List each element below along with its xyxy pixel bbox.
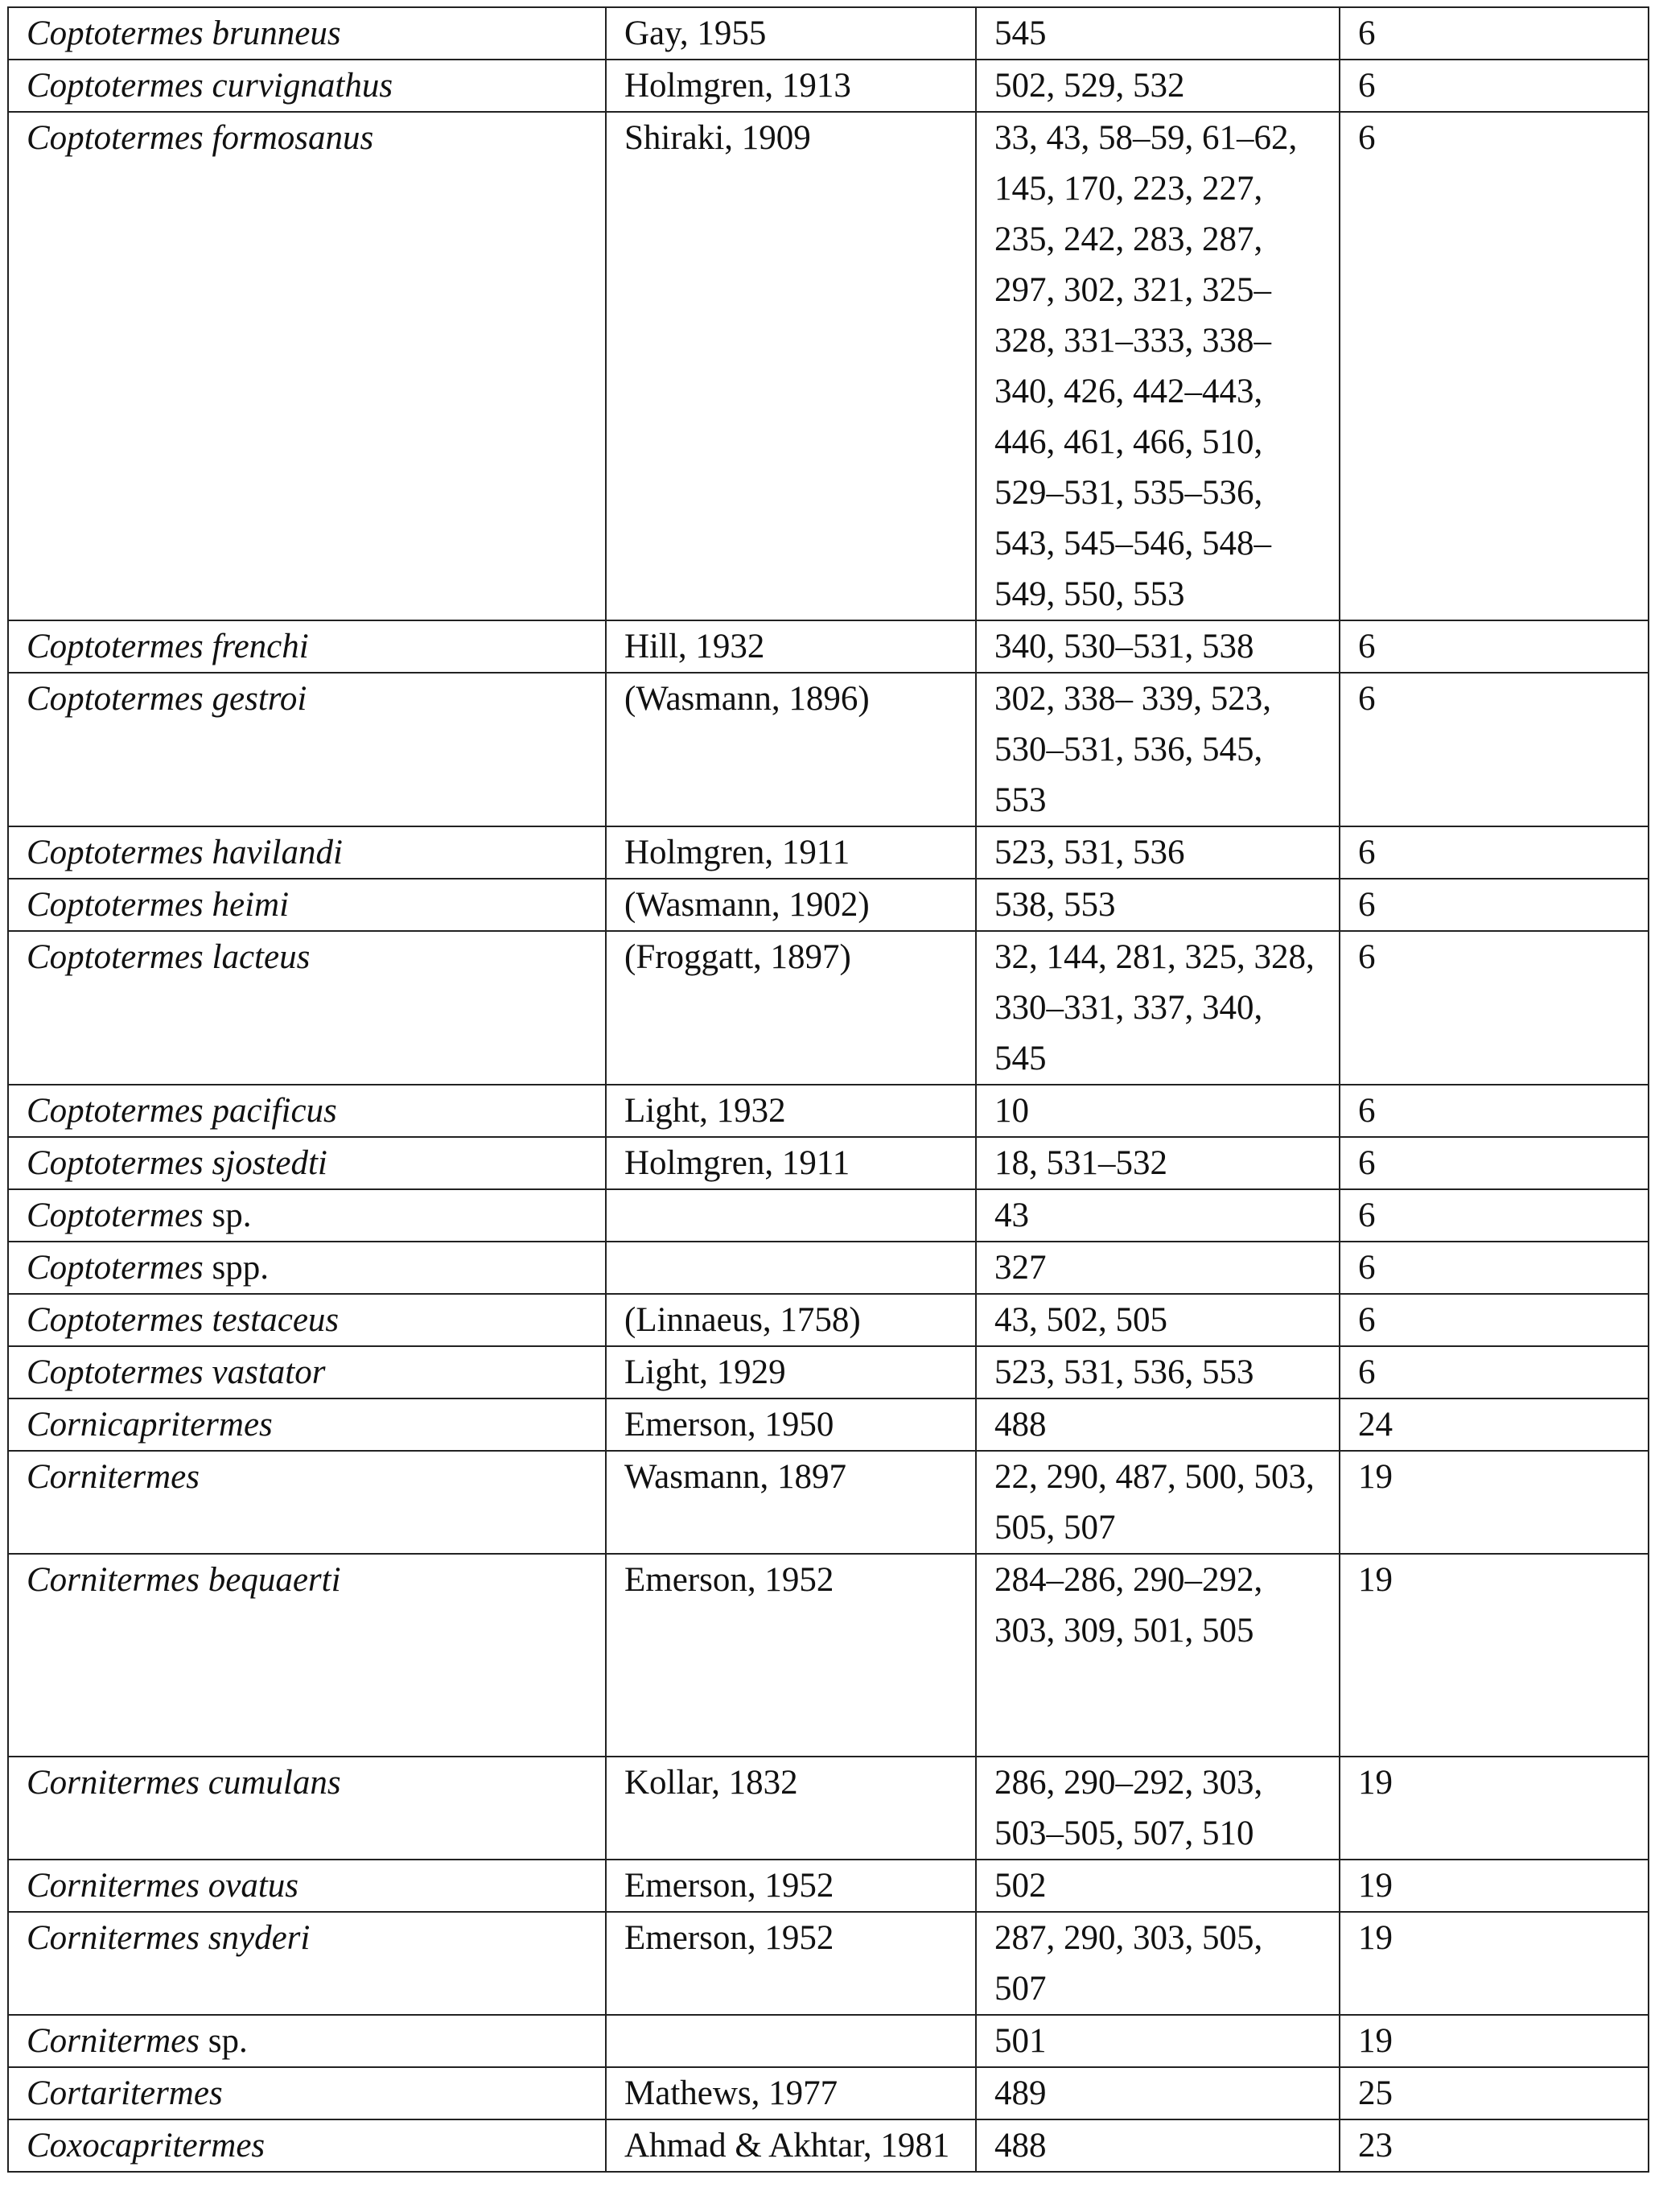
taxon-name-cell — [8, 673, 606, 826]
taxon-name-cell — [8, 1912, 606, 2015]
taxon-name-cell — [8, 112, 606, 620]
taxon-name-cell — [8, 2015, 606, 2067]
pages-cell: 340, 530–531, 538 — [976, 620, 1340, 673]
author-cell: Ahmad & Akhtar, 1981 — [606, 2119, 976, 2172]
author-cell: (Wasmann, 1902) — [606, 879, 976, 931]
table-row — [8, 60, 1649, 112]
taxon-name: Coptotermes — [27, 1249, 204, 1287]
reference-cell: 6 — [1340, 1085, 1649, 1137]
table-row — [8, 879, 1649, 931]
taxon-name-cell — [8, 1451, 606, 1554]
taxon-name: Coptotermes pacificus — [27, 1092, 337, 1130]
pages-cell: 488 — [976, 2119, 1340, 2172]
pages-cell: 489 — [976, 2067, 1340, 2119]
author-cell: Holmgren, 1913 — [606, 60, 976, 112]
pages-cell: 18, 531–532 — [976, 1137, 1340, 1189]
taxon-name: Cornitermes — [27, 1458, 200, 1496]
table-row — [8, 1346, 1649, 1398]
pages-cell: 284–286, 290–292, 303, 309, 501, 505 — [976, 1554, 1340, 1757]
pages-cell: 523, 531, 536, 553 — [976, 1346, 1340, 1398]
author-cell: Emerson, 1952 — [606, 1860, 976, 1912]
pages-cell: 33, 43, 58–59, 61–62, 145, 170, 223, 227, 235, 242, 283, 287, 297, 302, 321, 325–328, 331–333, 338–340, 426, 442–443, 446, 461, 466, 510, 529–531, 535–536, 543, 545–546, 548–549, 550, 553 — [976, 112, 1340, 620]
reference-cell: 6 — [1340, 1189, 1649, 1242]
table-row — [8, 826, 1649, 879]
table-row — [8, 1860, 1649, 1912]
taxon-name: Cornitermes — [27, 2022, 200, 2060]
pages-cell: 327 — [976, 1242, 1340, 1294]
taxon-name: Coptotermes heimi — [27, 886, 290, 924]
reference-cell: 6 — [1340, 620, 1649, 673]
reference-cell: 25 — [1340, 2067, 1649, 2119]
table-row — [8, 1912, 1649, 2015]
author-cell: Kollar, 1832 — [606, 1757, 976, 1860]
author-cell: Shiraki, 1909 — [606, 112, 976, 620]
taxon-name: Coptotermes formosanus — [27, 119, 374, 157]
reference-cell: 19 — [1340, 1451, 1649, 1554]
table-row — [8, 620, 1649, 673]
table-row — [8, 7, 1649, 60]
author-cell: (Froggatt, 1897) — [606, 931, 976, 1085]
taxon-name: Coptotermes gestroi — [27, 680, 307, 718]
taxon-name-cell — [8, 826, 606, 879]
pages-cell: 10 — [976, 1085, 1340, 1137]
table-row — [8, 1085, 1649, 1137]
taxon-name-cell — [8, 1137, 606, 1189]
table-row — [8, 112, 1649, 620]
taxon-name-cell — [8, 7, 606, 60]
author-cell: Emerson, 1950 — [606, 1398, 976, 1451]
pages-cell: 523, 531, 536 — [976, 826, 1340, 879]
taxon-name: Cornitermes ovatus — [27, 1867, 299, 1905]
table-row — [8, 2067, 1649, 2119]
reference-cell: 6 — [1340, 7, 1649, 60]
pages-cell: 32, 144, 281, 325, 328, 330–331, 337, 340, 545 — [976, 931, 1340, 1085]
pages-cell: 502 — [976, 1860, 1340, 1912]
reference-cell: 6 — [1340, 1137, 1649, 1189]
taxon-name-cell — [8, 1346, 606, 1398]
author-cell: (Linnaeus, 1758) — [606, 1294, 976, 1346]
taxon-name-cell — [8, 1085, 606, 1137]
pages-cell: 545 — [976, 7, 1340, 60]
taxon-name: Coptotermes curvignathus — [27, 67, 393, 105]
pages-cell: 501 — [976, 2015, 1340, 2067]
taxon-name: Cornicapritermes — [27, 1406, 273, 1444]
author-cell: Mathews, 1977 — [606, 2067, 976, 2119]
taxon-name: Cornitermes bequaerti — [27, 1561, 341, 1599]
author-cell: Holmgren, 1911 — [606, 1137, 976, 1189]
reference-cell: 6 — [1340, 879, 1649, 931]
author-cell: Wasmann, 1897 — [606, 1451, 976, 1554]
author-cell: Emerson, 1952 — [606, 1554, 976, 1757]
author-cell: Holmgren, 1911 — [606, 826, 976, 879]
taxon-name: Coptotermes testaceus — [27, 1301, 340, 1339]
taxon-index-table — [7, 6, 1649, 2173]
pages-cell: 43 — [976, 1189, 1340, 1242]
taxon-name: Coptotermes vastator — [27, 1353, 326, 1391]
table-row — [8, 931, 1649, 1085]
taxon-name-cell — [8, 1757, 606, 1860]
reference-cell: 6 — [1340, 60, 1649, 112]
table-row — [8, 1757, 1649, 1860]
taxon-name: Coxocapritermes — [27, 2127, 266, 2165]
pages-cell: 502, 529, 532 — [976, 60, 1340, 112]
reference-cell: 6 — [1340, 112, 1649, 620]
taxon-name-cell — [8, 1242, 606, 1294]
taxon-name-cell — [8, 931, 606, 1085]
author-cell: Light, 1932 — [606, 1085, 976, 1137]
taxon-name-cell — [8, 1189, 606, 1242]
taxon-name: Coptotermes frenchi — [27, 628, 309, 665]
reference-cell: 6 — [1340, 673, 1649, 826]
taxon-name-cell — [8, 620, 606, 673]
table-row — [8, 1242, 1649, 1294]
reference-cell: 6 — [1340, 826, 1649, 879]
taxon-suffix: sp. — [200, 2022, 248, 2060]
reference-cell: 24 — [1340, 1398, 1649, 1451]
taxon-name: Coptotermes — [27, 1197, 204, 1234]
table-row — [8, 1398, 1649, 1451]
taxon-name-cell — [8, 2067, 606, 2119]
reference-cell: 19 — [1340, 1554, 1649, 1757]
taxon-name-cell — [8, 60, 606, 112]
table-row — [8, 1137, 1649, 1189]
author-cell: Emerson, 1952 — [606, 1912, 976, 2015]
reference-cell: 6 — [1340, 1242, 1649, 1294]
table-row — [8, 2015, 1649, 2067]
taxon-name-cell — [8, 1294, 606, 1346]
taxon-name: Coptotermes brunneus — [27, 14, 341, 52]
taxon-name-cell — [8, 1398, 606, 1451]
pages-cell: 22, 290, 487, 500, 503, 505, 507 — [976, 1451, 1340, 1554]
author-cell: Gay, 1955 — [606, 7, 976, 60]
author-cell: (Wasmann, 1896) — [606, 673, 976, 826]
pages-cell: 286, 290–292, 303, 503–505, 507, 510 — [976, 1757, 1340, 1860]
taxon-suffix: spp. — [203, 1249, 270, 1287]
pages-cell: 43, 502, 505 — [976, 1294, 1340, 1346]
taxon-name-cell — [8, 1554, 606, 1757]
table-row — [8, 1294, 1649, 1346]
reference-cell: 19 — [1340, 1912, 1649, 2015]
taxon-name: Coptotermes havilandi — [27, 834, 343, 871]
pages-cell: 287, 290, 303, 505, 507 — [976, 1912, 1340, 2015]
author-cell — [606, 2015, 976, 2067]
author-cell: Hill, 1932 — [606, 620, 976, 673]
taxon-suffix: sp. — [203, 1197, 252, 1234]
taxon-name: Cornitermes cumulans — [27, 1764, 341, 1802]
reference-cell: 6 — [1340, 1294, 1649, 1346]
pages-cell: 538, 553 — [976, 879, 1340, 931]
taxon-name: Coptotermes lacteus — [27, 938, 311, 976]
pages-cell: 488 — [976, 1398, 1340, 1451]
author-cell — [606, 1189, 976, 1242]
taxon-name-cell — [8, 2119, 606, 2172]
taxon-name: Cortaritermes — [27, 2074, 223, 2112]
reference-cell: 19 — [1340, 2015, 1649, 2067]
table-row — [8, 2119, 1649, 2172]
reference-cell: 23 — [1340, 2119, 1649, 2172]
taxon-name: Cornitermes snyderi — [27, 1919, 311, 1957]
table-row — [8, 1189, 1649, 1242]
author-cell: Light, 1929 — [606, 1346, 976, 1398]
table-row — [8, 1554, 1649, 1757]
table-row — [8, 673, 1649, 826]
taxon-name-cell — [8, 879, 606, 931]
reference-cell: 19 — [1340, 1757, 1649, 1860]
reference-cell: 19 — [1340, 1860, 1649, 1912]
taxon-name: Coptotermes sjostedti — [27, 1144, 327, 1182]
table-row — [8, 1451, 1649, 1554]
taxon-name-cell — [8, 1860, 606, 1912]
author-cell — [606, 1242, 976, 1294]
reference-cell: 6 — [1340, 931, 1649, 1085]
pages-cell: 302, 338– 339, 523, 530–531, 536, 545, 553 — [976, 673, 1340, 826]
reference-cell: 6 — [1340, 1346, 1649, 1398]
